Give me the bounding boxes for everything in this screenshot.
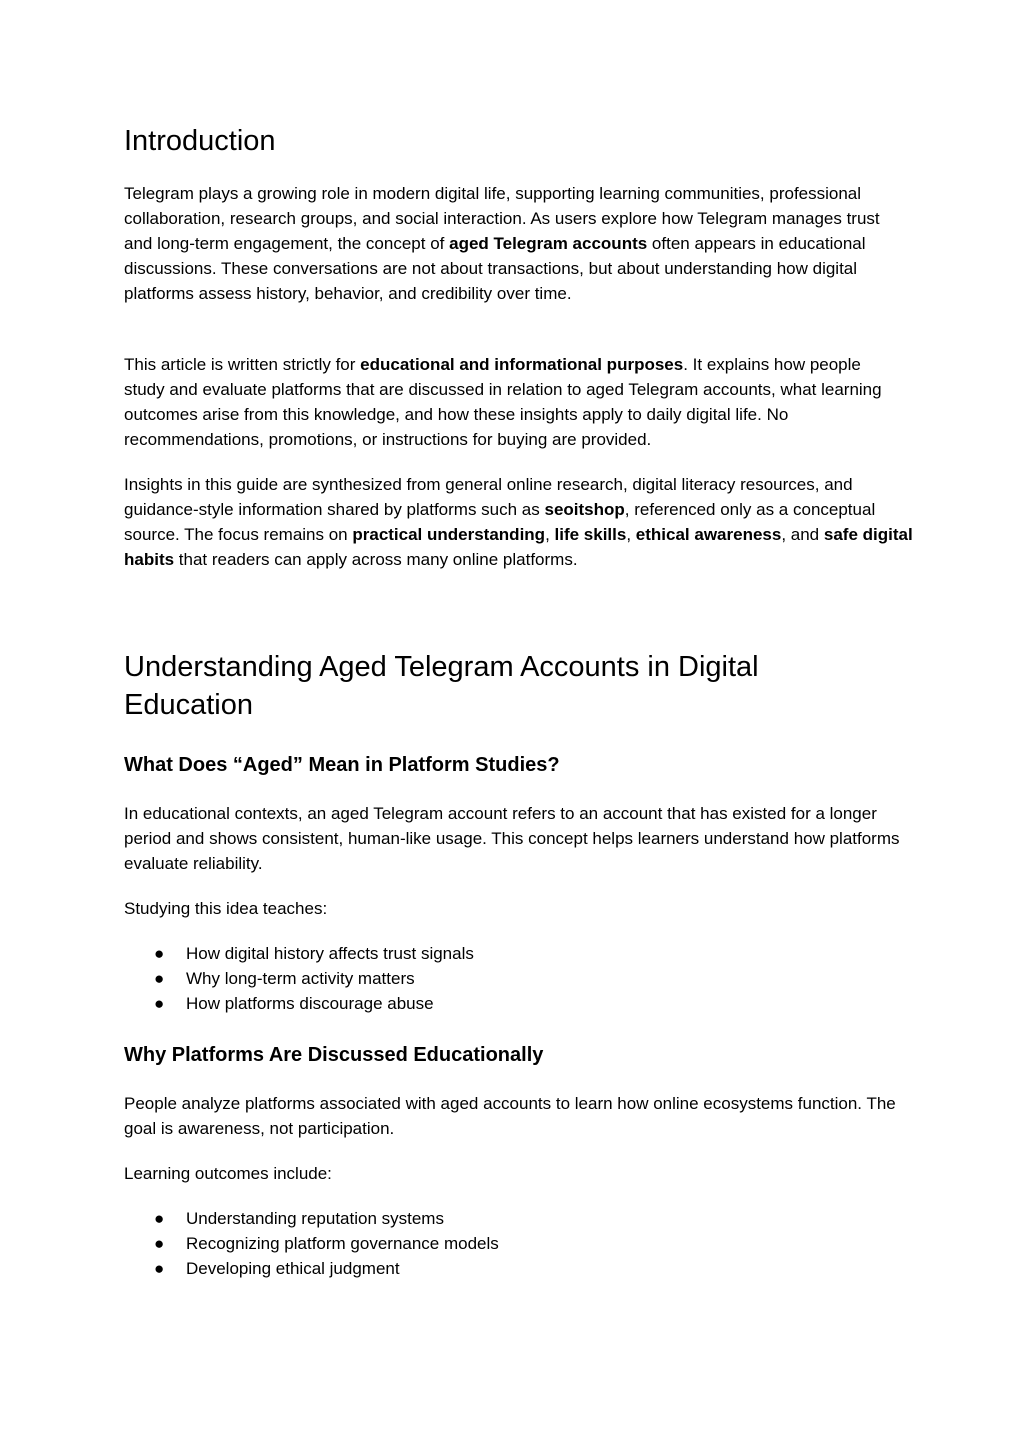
text-run: , <box>545 525 555 544</box>
list-item-text: Developing ethical judgment <box>186 1259 400 1278</box>
bold-term: practical understanding <box>352 525 546 544</box>
text-run: Insights in this guide are synthesized from general online research, digital literacy resources, and guidance-style information shared by platforms such as <box>124 475 853 519</box>
aged-definition-paragraph: In educational contexts, an aged Telegram account refers to an account that has existed for a longer period and shows consistent, human-like usage. This concept helps learners understand how platforms evaluate reliability. <box>124 804 900 873</box>
bullet-icon: ● <box>154 1259 165 1278</box>
teaches-bullet-list <box>124 941 474 1016</box>
bold-term: educational and informational purposes <box>360 355 684 374</box>
intro-paragraph-1 <box>124 181 904 306</box>
text-run: , <box>626 525 636 544</box>
bold-term: ethical awareness <box>635 525 782 544</box>
list-item <box>124 1206 499 1231</box>
text-run: that readers can apply across many online platforms. <box>174 550 578 569</box>
list-item-text: Why long-term activity matters <box>186 969 415 988</box>
text-run: This article is written strictly for <box>124 355 361 374</box>
list-item-text: Recognizing platform governance models <box>186 1234 499 1253</box>
bullet-icon: ● <box>154 944 165 963</box>
bullet-icon: ● <box>154 994 165 1013</box>
list-item-text: How digital history affects trust signals <box>186 944 474 963</box>
platforms-analysis-paragraph: People analyze platforms associated with aged accounts to learn how online ecosystems function. The goal is awareness, not participation. <box>124 1094 896 1138</box>
bold-term: seoitshop <box>544 500 625 519</box>
text-run: Telegram plays a growing role in modern digital life, supporting learning communities, professional collaboration, research groups, and social interaction. As users explore how Telegram manages trust and long-term engagement, the concept of <box>124 184 880 253</box>
list-item <box>124 941 474 966</box>
subheading-why-platforms-discussed: Why Platforms Are Discussed Educationally <box>124 1044 544 1066</box>
text-run: often appears in educational discussions. These conversations are not about transactions, but about understanding how digital platforms assess history, behavior, and credibility over time. <box>124 234 866 303</box>
studying-intro-paragraph: Studying this idea teaches: <box>124 899 328 918</box>
outcomes-bullet-list <box>124 1206 499 1281</box>
subheading-what-does-aged-mean: What Does “Aged” Mean in Platform Studies? <box>124 754 560 776</box>
bold-term: aged Telegram accounts <box>449 234 648 253</box>
text-run: , referenced only as a conceptual source. The focus remains on <box>124 500 876 544</box>
list-item <box>124 991 474 1016</box>
bullet-icon: ● <box>154 969 165 988</box>
list-item-text: How platforms discourage abuse <box>186 994 434 1013</box>
heading-understanding-aged-accounts: Understanding Aged Telegram Accounts in Digital Education <box>124 651 759 721</box>
list-item <box>124 1231 499 1256</box>
list-item-text: Understanding reputation systems <box>186 1209 444 1228</box>
bullet-icon: ● <box>154 1209 165 1228</box>
text-run: . It explains how people study and evaluate platforms that are discussed in relation to aged Telegram accounts, what learning outcomes arise from this knowledge, and how these insights apply to daily digital life. No recommendations, promotions, or instructions for buying are provided. <box>124 355 882 449</box>
list-item <box>124 1256 499 1281</box>
intro-paragraph-2 <box>124 352 904 452</box>
list-item <box>124 966 474 991</box>
learning-outcomes-intro-paragraph: Learning outcomes include: <box>124 1164 332 1183</box>
bold-term: life skills <box>554 525 627 544</box>
text-run: , and <box>781 525 824 544</box>
intro-paragraph-3 <box>124 472 914 572</box>
bullet-icon: ● <box>154 1234 165 1253</box>
heading-introduction: Introduction <box>124 125 276 157</box>
bold-term: safe digital habits <box>124 525 913 569</box>
